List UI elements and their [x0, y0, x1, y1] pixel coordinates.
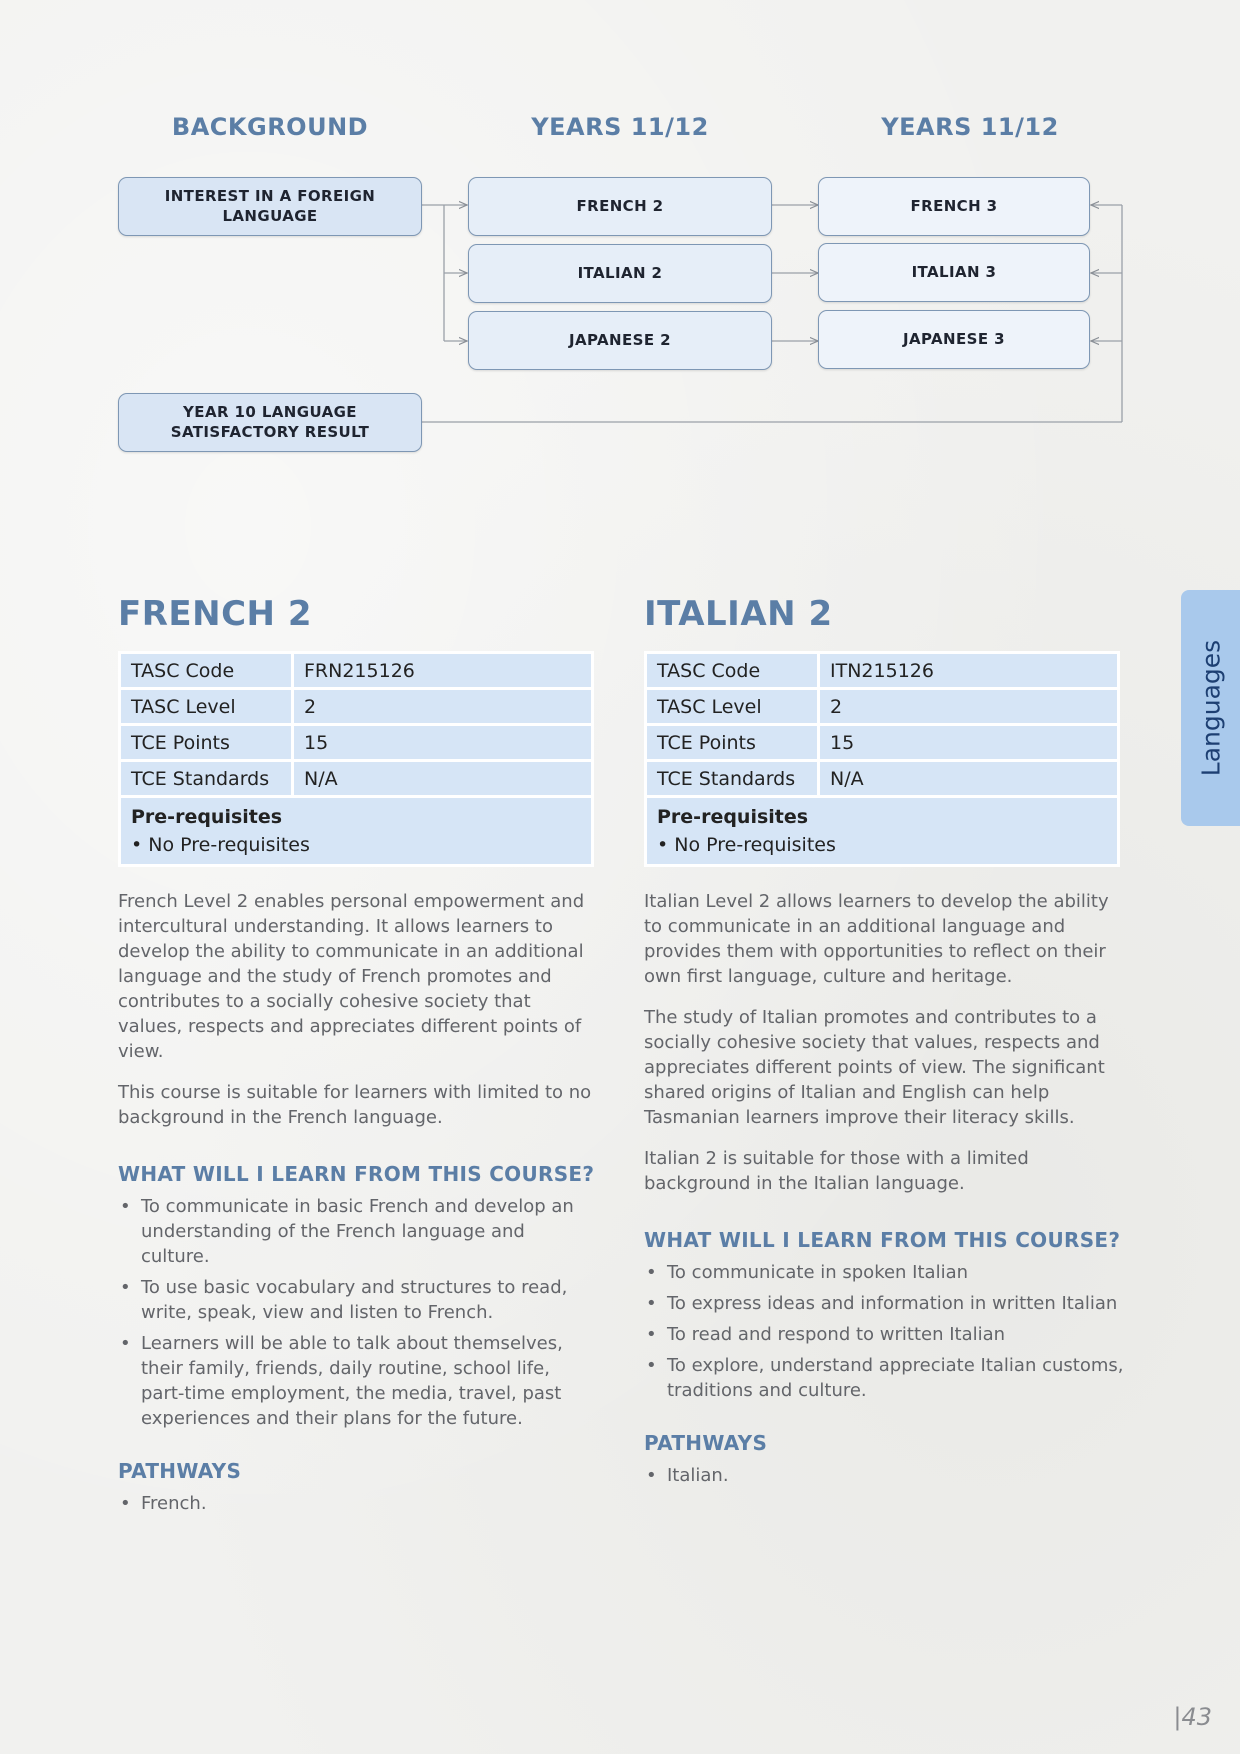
- table-key: TCE Points: [646, 725, 819, 761]
- flow-box-year10: YEAR 10 LANGUAGE SATISFACTORY RESULT: [118, 393, 422, 452]
- table-row: [646, 725, 1119, 761]
- pathways-list: [644, 1463, 1124, 1488]
- table-value: 15: [819, 725, 1119, 761]
- flow-box-french-2: FRENCH 2: [468, 177, 772, 236]
- course-info-table-french: [118, 651, 594, 867]
- learn-heading: WHAT WILL I LEARN FROM THIS COURSE?: [644, 1228, 1121, 1252]
- paragraph: French Level 2 enables personal empowerment and intercultural understanding. It allows learners to develop the ability to communicate in an additional language and the study of French promotes and contributes to a socially cohesive society that values, respects and appreciates different points of view.: [118, 891, 585, 1062]
- table-value: N/A: [819, 761, 1119, 797]
- paragraph: The study of Italian promotes and contributes to a socially cohesive society that values, respects and appreciates different points of view. The significant shared origins of Italian and English can help Tasmanian learners improve their literacy skills.: [644, 1007, 1105, 1128]
- list-item: • To read and respond to written Italian: [644, 1322, 1124, 1347]
- table-row: [646, 797, 1119, 866]
- pathways-list: [118, 1491, 598, 1516]
- pathways-heading: PATHWAYS: [118, 1459, 242, 1483]
- table-value: 2: [819, 689, 1119, 725]
- list-item: • Italian.: [644, 1463, 1124, 1488]
- prerequisites-cell: [120, 797, 593, 866]
- table-row: [120, 797, 593, 866]
- table-row: [120, 725, 593, 761]
- table-key: TCE Points: [120, 725, 293, 761]
- course-title-italian: ITALIAN 2: [644, 594, 833, 634]
- flow-box-french-3: FRENCH 3: [818, 177, 1090, 236]
- table-value: 15: [293, 725, 593, 761]
- table-value: 2: [293, 689, 593, 725]
- learn-list: [118, 1194, 598, 1431]
- list-item: • To use basic vocabulary and structures to read, write, speak, view and listen to French.: [118, 1275, 598, 1325]
- table-row: [646, 761, 1119, 797]
- prerequisites-item: • No Pre-requisites: [131, 832, 581, 860]
- page-number: |43: [1173, 1703, 1212, 1731]
- table-key: TASC Level: [120, 689, 293, 725]
- course-body-french: [118, 889, 598, 1522]
- table-row: [646, 689, 1119, 725]
- course-title-french: FRENCH 2: [118, 594, 312, 634]
- course-body-italian: [644, 889, 1124, 1494]
- table-row: [120, 761, 593, 797]
- table-value: FRN215126: [293, 653, 593, 689]
- list-item: • French.: [118, 1491, 598, 1516]
- flow-box-italian-2: ITALIAN 2: [468, 244, 772, 303]
- list-item: • To explore, understand appreciate Italian customs, traditions and culture.: [644, 1353, 1124, 1403]
- pathways-heading: PATHWAYS: [644, 1431, 768, 1455]
- section-tab-languages[interactable]: [1181, 590, 1240, 826]
- list-item: • To express ideas and information in written Italian: [644, 1291, 1124, 1316]
- table-row: [120, 689, 593, 725]
- flow-box-japanese-3: JAPANESE 3: [818, 310, 1090, 369]
- learn-list: [644, 1260, 1124, 1403]
- list-item: • Learners will be able to talk about themselves, their family, friends, daily routine, school life, part-time employment, the media, travel, past experiences and their plans for the future.: [118, 1331, 598, 1431]
- table-value: N/A: [293, 761, 593, 797]
- paragraph: Italian 2 is suitable for those with a limited background in the Italian language.: [644, 1148, 1029, 1194]
- list-item: • To communicate in basic French and develop an understanding of the French language and culture.: [118, 1194, 598, 1269]
- flow-header-background: BACKGROUND: [171, 113, 369, 141]
- table-row: [120, 653, 593, 689]
- learn-heading: WHAT WILL I LEARN FROM THIS COURSE?: [118, 1162, 595, 1186]
- table-value: ITN215126: [819, 653, 1119, 689]
- flow-box-italian-3: ITALIAN 3: [818, 243, 1090, 302]
- table-key: TASC Code: [646, 653, 819, 689]
- course-info-table-italian: [644, 651, 1120, 867]
- flow-header-years-2: YEARS 11/12: [881, 113, 1059, 141]
- table-key: TASC Code: [120, 653, 293, 689]
- list-item: • To communicate in spoken Italian: [644, 1260, 1124, 1285]
- prerequisites-label: Pre-requisites: [657, 806, 809, 828]
- flow-box-interest: INTEREST IN A FOREIGN LANGUAGE: [118, 177, 422, 236]
- table-key: TCE Standards: [646, 761, 819, 797]
- prerequisites-item: • No Pre-requisites: [657, 832, 1107, 860]
- table-key: TASC Level: [646, 689, 819, 725]
- paragraph: Italian Level 2 allows learners to develop the ability to communicate in an additional language and provides them with opportunities to reflect on their own first language, culture and heritage.: [644, 891, 1109, 987]
- table-row: [646, 653, 1119, 689]
- flow-box-japanese-2: JAPANESE 2: [468, 311, 772, 370]
- prerequisites-cell: [646, 797, 1119, 866]
- prerequisites-label: Pre-requisites: [131, 806, 283, 828]
- table-key: TCE Standards: [120, 761, 293, 797]
- paragraph: This course is suitable for learners with limited to no background in the French language.: [118, 1082, 592, 1128]
- section-tab-label: Languages: [1196, 639, 1225, 777]
- flow-header-years-1: YEARS 11/12: [531, 113, 709, 141]
